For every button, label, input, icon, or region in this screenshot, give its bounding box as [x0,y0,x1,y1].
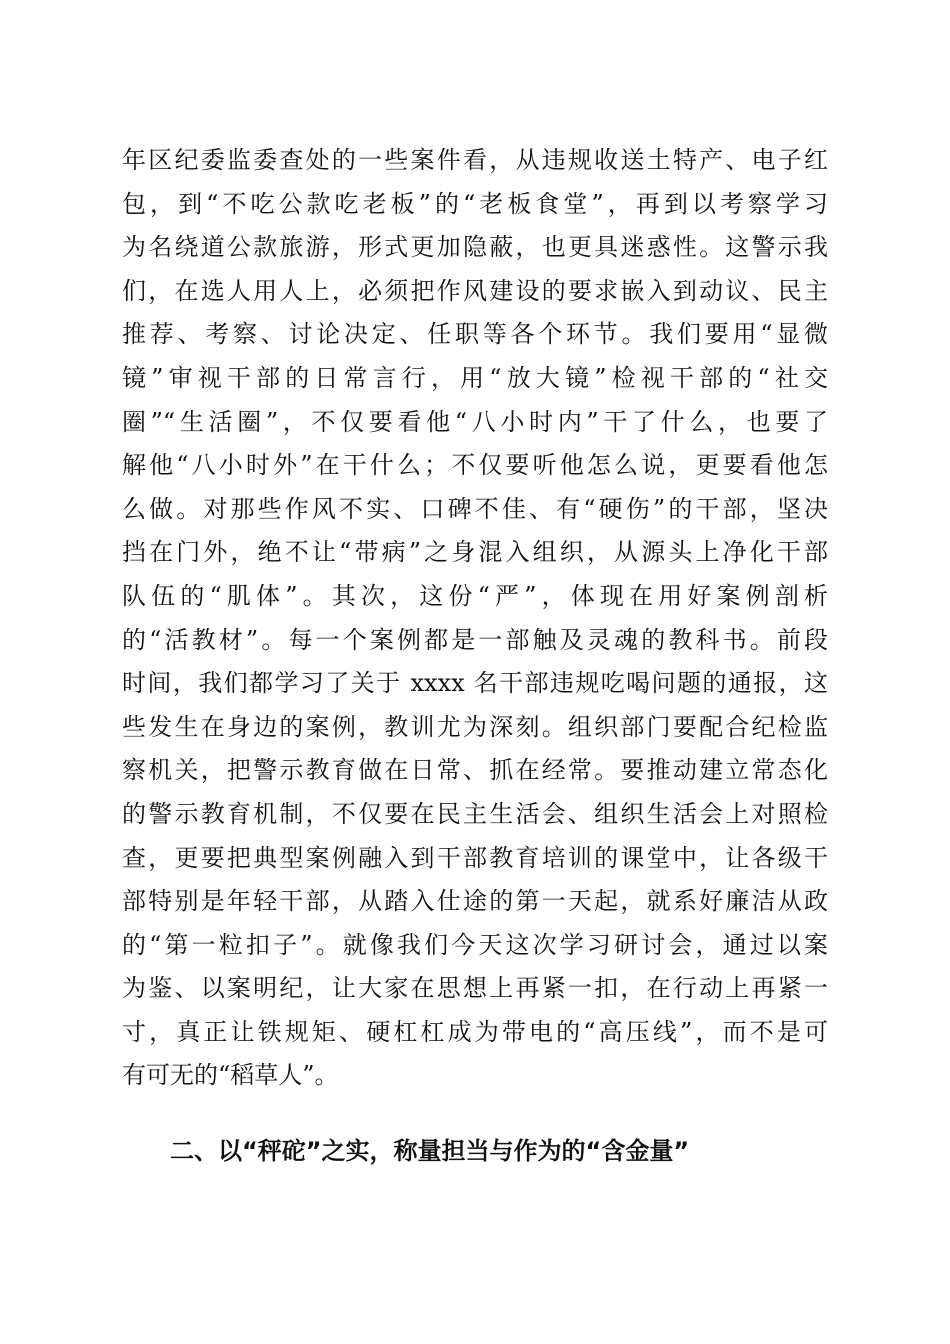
paragraph-line: 挡在门外，绝不让“带病”之身混入组织，从源头上净化干部 [122,538,828,567]
paragraph-line: 察机关，把警示教育做在日常、抓在经常。要推动建立常态化 [122,756,828,785]
paragraph-line: 部特别是年轻干部，从踏入仕途的第一天起，就系好廉洁从政 [122,887,828,916]
section-heading: 二、以“秤砣”之实，称量担当与作为的“含金量” [170,1137,690,1165]
paragraph-line: 队伍的“肌体”。其次，这份“严”，体现在用好案例剖析 [122,581,828,610]
paragraph-line: 寸，真正让铁规矩、硬杠杠成为带电的“高压线”，而不是可 [122,1017,828,1046]
paragraph-line: 们，在选人用人上，必须把作风建设的要求嵌入到动议、民主 [122,276,828,305]
paragraph-line: 有可无的“稻草人”。 [122,1061,339,1090]
paragraph-line: 的“第一粒扣子”。就像我们今天这次学习研讨会，通过以案 [122,930,828,959]
paragraph-line: 查，更要把典型案例融入到干部教育培训的课堂中，让各级干 [122,843,828,872]
paragraph-line: 包，到“不吃公款吃老板”的“老板食堂”，再到以考察学习 [122,189,828,218]
paragraph-line: 么做。对那些作风不实、口碑不佳、有“硬伤”的干部，坚决 [122,494,828,523]
paragraph-line: 年区纪委监委查处的一些案件看，从违规收送土特产、电子红 [122,146,828,174]
paragraph-line: 解他“八小时外”在干什么；不仅要听他怎么说，更要看他怎 [122,451,828,480]
paragraph-line: 时间，我们都学习了关于 xxxx 名干部违规吃喝问题的通报，这 [122,669,828,698]
paragraph-line: 镜”审视干部的日常言行，用“放大镜”检视干部的“社交 [122,363,828,392]
paragraph-line: 些发生在身边的案例，教训尤为深刻。组织部门要配合纪检监 [122,712,828,741]
paragraph-line: 推荐、考察、讨论决定、任职等各个环节。我们要用“显微 [122,320,828,349]
paragraph-line: 圈”“生活圈”，不仅要看他“八小时内”干了什么，也要了 [122,407,828,436]
paragraph-line: 的“活教材”。每一个案例都是一部触及灵魂的教科书。前段 [122,625,828,654]
paragraph-line: 为名绕道公款旅游，形式更加隐蔽，也更具迷惑性。这警示我 [122,233,828,262]
body-paragraph [122,139,828,1098]
paragraph-line: 为鉴、以案明纪，让大家在思想上再紧一扣，在行动上再紧一 [122,974,828,1003]
paragraph-line: 的警示教育机制，不仅要在民主生活会、组织生活会上对照检 [122,799,828,828]
